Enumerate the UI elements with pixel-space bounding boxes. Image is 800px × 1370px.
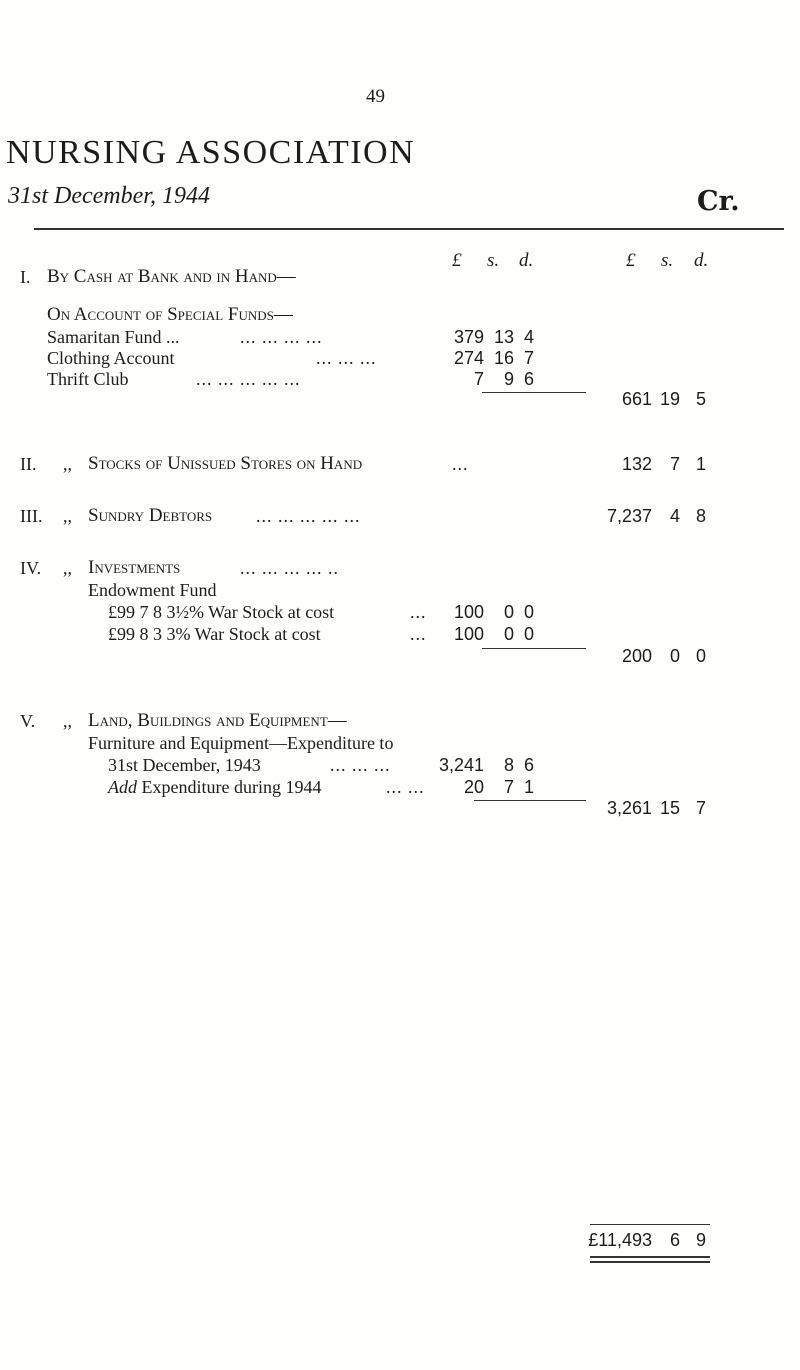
item-label: Sundry Debtors [88,505,213,526]
col1-pounds-header: £ [452,250,462,271]
total-pounds: 7,237 [606,506,652,526]
total-pounds: 132 [621,454,652,474]
total-shillings: 7 [669,454,680,474]
item-label: Stocks of Unissued Stores on Hand [88,453,363,474]
ditto-mark: ,, [63,558,72,578]
subtotal-rule [482,392,586,393]
add-label: Add [108,777,137,797]
ditto-mark: ,, [63,506,72,526]
amount-pounds: 274 [453,348,484,368]
leader-dots: ... [410,602,427,622]
item-subheading: Endowment Fund [88,580,217,600]
item-number: IV. [20,558,42,578]
total-shillings: 0 [669,646,680,666]
amount-shillings: 0 [503,624,514,644]
amount-shillings: 13 [493,327,514,347]
total-shillings: 15 [659,798,680,818]
leader-dots: ... ... ... ... .. [240,558,339,578]
grand-total-double-rule-upper [590,1256,710,1258]
grand-total-pence: 9 [695,1230,706,1250]
amount-pence: 0 [523,602,534,622]
subtotal-rule [482,648,586,649]
leader-dots: ... ... [386,777,425,797]
leader-dots: ... ... ... [316,348,377,368]
amount-pounds: 20 [463,777,484,797]
grand-total-shillings: 6 [669,1230,680,1250]
item-number: II. [20,454,37,474]
amount-pounds: 379 [453,327,484,347]
total-pounds: 661 [621,389,652,409]
page-title: NURSING ASSOCIATION [6,134,416,171]
col2-pounds-header: £ [626,250,636,271]
line-label: £99 7 8 3½% War Stock at cost [108,602,335,622]
grand-total-double-rule-lower [590,1261,710,1263]
item-subheading: On Account of Special Funds— [47,304,293,325]
amount-shillings: 8 [503,755,514,775]
leader-dots: ... [452,454,469,474]
amount-shillings: 7 [503,777,514,797]
statement-date: 31st December, 1944 [8,183,210,209]
grand-total-top-rule [590,1224,710,1225]
item-label: Land, Buildings and Equipment— [88,710,347,731]
col1-shillings-header: s. [487,250,500,271]
amount-pounds: 3,241 [438,755,484,775]
total-pounds: 200 [621,646,652,666]
amount-shillings: 9 [503,369,514,389]
credit-side-label: Cr. [697,186,740,217]
total-shillings: 4 [669,506,680,526]
item-number: I. [20,267,31,287]
amount-pence: 4 [523,327,534,347]
grand-total-pounds: £11,493 [588,1230,652,1250]
total-pence: 7 [695,798,706,818]
line-label: 31st December, 1943 [108,755,261,775]
ditto-mark: ,, [63,711,72,731]
amount-pence: 7 [523,348,534,368]
page-number: 49 [366,86,385,107]
total-pounds: 3,261 [606,798,652,818]
leader-dots: ... ... ... [330,755,391,775]
col1-pence-header: d. [519,250,534,271]
line-label: Furniture and Equipment—Expenditure to [88,733,394,753]
item-number: V. [20,711,36,731]
total-pence: 5 [695,389,706,409]
line-label: Clothing Account [47,348,175,368]
header-rule [34,228,784,230]
amount-pence: 1 [523,777,534,797]
line-label-text: Expenditure during 1944 [137,777,322,797]
line-label: Samaritan Fund ... [47,327,180,347]
line-label: £99 8 3 3% War Stock at cost [108,624,321,644]
amount-shillings: 0 [503,602,514,622]
item-number: III. [20,506,43,526]
amount-pence: 6 [523,755,534,775]
amount-pence: 6 [523,369,534,389]
subtotal-rule [474,800,586,801]
line-label [108,777,321,798]
line-label: Thrift Club [47,369,129,389]
leader-dots: ... ... ... ... [240,327,323,347]
col2-pence-header: d. [694,250,709,271]
amount-shillings: 16 [493,348,514,368]
amount-pounds: 100 [453,624,484,644]
amount-pounds: 7 [473,369,484,389]
col2-shillings-header: s. [661,250,674,271]
ditto-mark: ,, [63,454,72,474]
item-label: Investments [88,557,181,578]
total-pence: 1 [695,454,706,474]
leader-dots: ... [410,624,427,644]
amount-pounds: 100 [453,602,484,622]
leader-dots: ... ... ... ... ... [256,506,361,526]
total-shillings: 19 [659,389,680,409]
leader-dots: ... ... ... ... ... [196,369,301,389]
total-pence: 0 [695,646,706,666]
item-label: By Cash at Bank and in Hand— [47,266,296,287]
total-pence: 8 [695,506,706,526]
amount-pence: 0 [523,624,534,644]
